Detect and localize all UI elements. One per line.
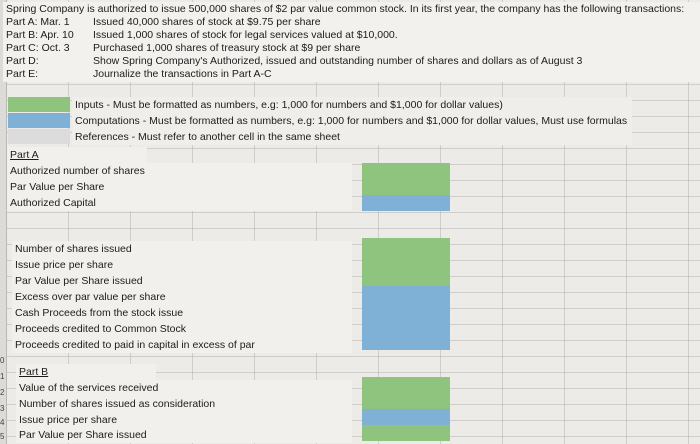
issue-price-input[interactable]	[362, 254, 450, 270]
legend-reference-text[interactable]: References - Must refer to another cell in the same sheet	[72, 129, 632, 145]
shares-issued-input[interactable]	[362, 238, 450, 254]
authorized-shares-input[interactable]	[362, 163, 450, 179]
row-number[interactable]: 3	[0, 404, 5, 413]
services-value-input[interactable]	[362, 377, 450, 393]
issue-price-label[interactable]: Issue price per share	[12, 257, 352, 273]
par-value-issued-label[interactable]: Par Value per Share issued	[12, 273, 352, 289]
transaction-desc: Issued 1,000 shares of stock for legal services valued at $10,000.	[93, 29, 398, 41]
authorized-shares-label[interactable]: Authorized number of shares	[7, 163, 352, 179]
par-value-issued-input[interactable]	[362, 270, 450, 286]
consideration-shares-input[interactable]	[362, 393, 450, 409]
transaction-label: Part C: Oct. 3	[6, 42, 70, 54]
transaction-desc: Purchased 1,000 shares of treasury stock at $9 per share	[93, 42, 361, 54]
transaction-desc: Show Spring Company's Authorized, issued and outstanding number of shares and dollars as of August 3	[93, 55, 583, 67]
row-number[interactable]: 5	[0, 432, 5, 441]
part-b-title: Part B	[19, 366, 49, 378]
shares-issued-label[interactable]: Number of shares issued	[12, 241, 352, 257]
excess-over-par-computation[interactable]	[362, 286, 450, 302]
common-stock-computation[interactable]	[362, 318, 450, 334]
par-value-label[interactable]: Par Value per Share	[7, 179, 352, 195]
part-b-par-value-input[interactable]	[362, 425, 450, 441]
services-value-label[interactable]: Value of the services received	[16, 380, 352, 396]
paid-in-capital-computation[interactable]	[362, 334, 450, 350]
authorized-capital-label[interactable]: Authorized Capital	[7, 195, 352, 211]
transaction-label: Part E:	[6, 68, 39, 80]
part-a-title: Part A	[10, 149, 39, 161]
excess-over-par-label[interactable]: Excess over par value per share	[12, 289, 352, 305]
row-number[interactable]: 1	[0, 372, 5, 381]
row-number[interactable]: 2	[0, 388, 5, 397]
transaction-label: Part B: Apr. 10	[6, 29, 74, 41]
legend-swatch-reference[interactable]	[8, 129, 70, 144]
part-a-title-cell[interactable]	[7, 147, 147, 163]
problem-intro: Spring Company is authorized to issue 500,000 shares of $2 par value common stock. In its first year, the company has the following transactions:	[6, 3, 685, 15]
paid-in-capital-label[interactable]: Proceeds credited to paid in capital in excess of par	[12, 337, 352, 353]
transaction-desc: Journalize the transactions in Part A-C	[93, 68, 272, 80]
cash-proceeds-computation[interactable]	[362, 302, 450, 318]
consideration-shares-label[interactable]: Number of shares issued as consideration	[16, 396, 352, 412]
part-b-title-cell[interactable]	[16, 364, 156, 380]
row-number[interactable]: 4	[0, 418, 5, 427]
instructions-block	[3, 2, 700, 82]
transaction-desc: Issued 40,000 shares of stock at $9.75 per share	[93, 16, 321, 28]
legend-computation-text[interactable]: Computations - Must be formatted as numbers, e.g: 1,000 for numbers and $1,000 for dollar values, Must use formulas	[72, 113, 632, 129]
transaction-label: Part D:	[6, 55, 39, 67]
authorized-capital-computation[interactable]	[362, 195, 450, 211]
legend-swatch-computation[interactable]	[8, 113, 70, 128]
cash-proceeds-label[interactable]: Cash Proceeds from the stock issue	[12, 305, 352, 321]
row-number[interactable]: 0	[0, 356, 5, 365]
legend-swatch-input[interactable]	[8, 97, 70, 112]
part-b-par-value-label[interactable]: Par Value per Share issued	[16, 427, 352, 443]
legend-input-text[interactable]: Inputs - Must be formatted as numbers, e.g: 1,000 for numbers and $1,000 for dollar values)	[72, 97, 632, 113]
par-value-input[interactable]	[362, 179, 450, 195]
part-b-issue-price-label[interactable]: Issue price per share	[16, 412, 352, 428]
part-b-issue-price-computation[interactable]	[362, 409, 450, 425]
transaction-label: Part A: Mar. 1	[6, 16, 70, 28]
common-stock-proceeds-label[interactable]: Proceeds credited to Common Stock	[12, 321, 352, 337]
